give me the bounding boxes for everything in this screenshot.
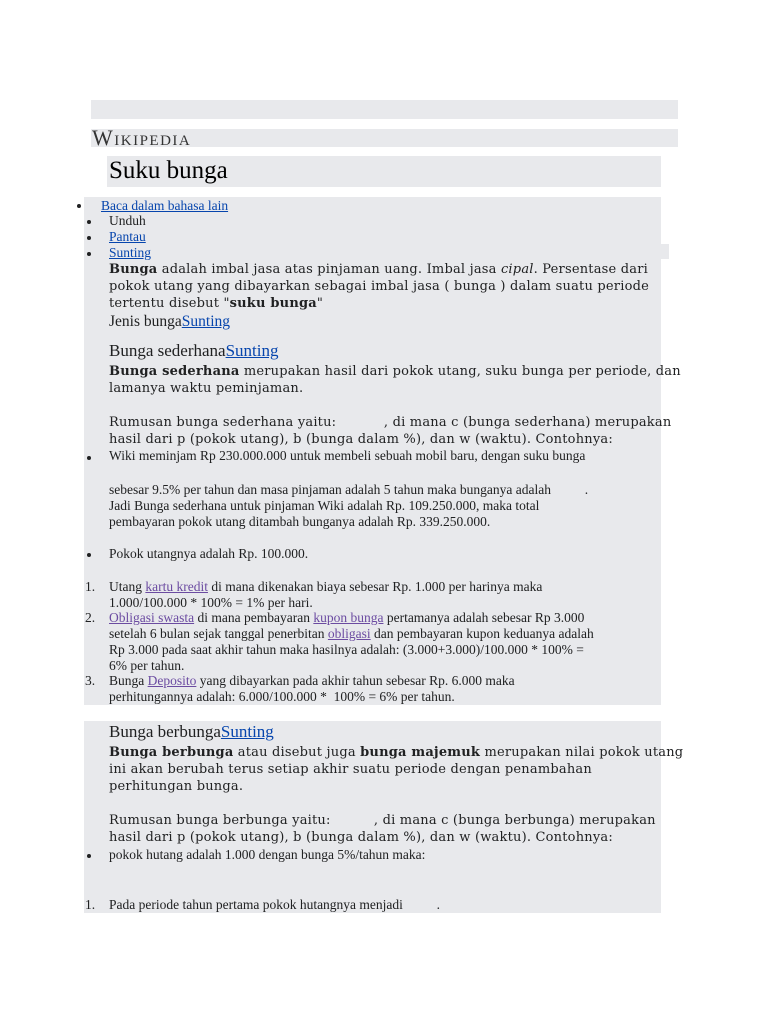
intro-line-2: pokok utang yang dibayarkan sebagai imbal jasa ( bunga ) dalam suatu periode — [109, 279, 650, 294]
edit-link[interactable]: Sunting — [109, 245, 152, 260]
berbunga-example: pokok hutang adalah 1.000 dengan bunga 5%/tahun maka: — [109, 847, 426, 862]
list-number: 2. — [85, 610, 96, 625]
berbunga-paragraph-line-2: ini akan berubah terus setiap akhir suatu periode dengan penambahan — [109, 762, 592, 777]
example-1-line-3: Jadi Bunga sederhana untuk pinjaman Wiki adalah Rp. 109.250.000, maka total — [109, 498, 540, 513]
list-number: 1. — [85, 579, 96, 594]
sederhana-formula-line-1: Rumusan bunga sederhana yaitu: , di mana c (bunga sederhana) merupakan — [109, 415, 672, 430]
kupon-bunga-link[interactable]: kupon bunga — [313, 610, 384, 625]
berbunga-formula-line-1: Rumusan bunga berbunga yaitu: , di mana c (bunga berbunga) merupakan — [109, 813, 656, 828]
example-1-line-2: sebesar 9.5% per tahun dan masa pinjaman adalah 5 tahun maka bunganya adalah . — [109, 482, 589, 497]
section-heading-sederhana: Bunga sederhanaSunting — [109, 341, 279, 360]
list-item-3-line-1: Bunga Deposito yang dibayarkan pada akhir tahun sebesar Rp. 6.000 maka — [109, 673, 515, 688]
bullet — [87, 220, 91, 224]
berbunga-formula-line-2: hasil dari p (pokok utang), b (bunga dalam %), dan w (waktu). Contohnya: — [109, 830, 613, 845]
wikipedia-logo[interactable] — [92, 126, 191, 150]
bullet — [87, 553, 91, 557]
sederhana-formula-line-2: hasil dari p (pokok utang), b (bunga dalam %), dan w (waktu). Contohnya: — [109, 432, 613, 447]
list-item-2-line-3: Rp 3.000 pada saat akhir tahun maka hasilnya adalah: (3.000+3.000)/100.000 * 100% = — [109, 642, 584, 657]
section-edit-link[interactable]: Sunting — [220, 722, 274, 741]
berbunga-paragraph-line-3: perhitungan bunga. — [109, 779, 244, 794]
section-edit-link[interactable]: Sunting — [225, 341, 279, 360]
list-item-1-line-2: 1.000/100.000 * 100% = 1% per hari. — [109, 595, 313, 610]
berbunga-list-item-1: Pada periode tahun pertama pokok hutangnya menjadi . — [109, 897, 441, 912]
watch-link[interactable]: Pantau — [109, 229, 146, 244]
edit-row-extension — [600, 244, 669, 259]
list-number: 3. — [85, 673, 96, 688]
bullet — [87, 236, 91, 240]
list-number: 1. — [85, 897, 96, 912]
list-item-3-line-2: perhitungannya adalah: 6.000/100.000 * 100% = 6% per tahun. — [109, 689, 455, 704]
bullet — [87, 252, 91, 256]
top-bar — [91, 100, 678, 119]
deposito-link[interactable]: Deposito — [147, 673, 197, 688]
download-link[interactable]: Unduh — [109, 213, 146, 228]
obligasi-link[interactable]: obligasi — [327, 626, 371, 641]
section-heading-berbunga: Bunga berbungaSunting — [109, 722, 274, 741]
list-item-2-line-1: Obligasi swasta di mana pembayaran kupon bunga pertamanya adalah sebesar Rp 3.000 — [109, 610, 585, 625]
list-item-1-line-1: Utang kartu kredit di mana dikenakan biaya sebesar Rp. 1.000 per harinya maka — [109, 579, 543, 594]
intro-line-3: tertentu disebut "suku bunga" — [109, 296, 324, 311]
sederhana-paragraph-line-1: Bunga sederhana merupakan hasil dari pokok utang, suku bunga per periode, dan — [109, 364, 681, 379]
example-1-line-4: pembayaran pokok utang ditambah bunganya adalah Rp. 339.250.000. — [109, 514, 491, 529]
example-2: Pokok utangnya adalah Rp. 100.000. — [109, 546, 309, 561]
language-link[interactable]: Baca dalam bahasa lain — [101, 198, 229, 213]
bullet — [77, 204, 81, 208]
obligasi-swasta-link[interactable]: Obligasi swasta — [109, 610, 195, 625]
example-1-line-1: Wiki meminjam Rp 230.000.000 untuk membeli sebuah mobil baru, dengan suku bunga — [109, 448, 586, 463]
sederhana-paragraph-line-2: lamanya waktu peminjaman. — [109, 381, 304, 396]
intro-line-1: Bunga adalah imbal jasa atas pinjaman uang. Imbal jasa cipal. Persentase dari — [109, 262, 649, 277]
page-title: Suku bunga — [109, 157, 228, 184]
list-item-2-line-4: 6% per tahun. — [109, 658, 185, 673]
bullet — [87, 456, 91, 460]
wikipedia-wordmark: Wikipedia — [92, 125, 192, 150]
section-edit-link[interactable]: Sunting — [181, 313, 230, 330]
list-item-2-line-2: setelah 6 bulan sejak tanggal penerbitan obligasi dan pembayaran kupon keduanya adalah — [109, 626, 594, 641]
berbunga-paragraph-line-1: Bunga berbunga atau disebut juga bunga majemuk merupakan nilai pokok utang — [109, 745, 684, 760]
bullet — [87, 854, 91, 858]
kartu-kredit-link[interactable]: kartu kredit — [145, 579, 208, 594]
section-heading-jenis: Jenis bungaSunting — [109, 313, 230, 330]
